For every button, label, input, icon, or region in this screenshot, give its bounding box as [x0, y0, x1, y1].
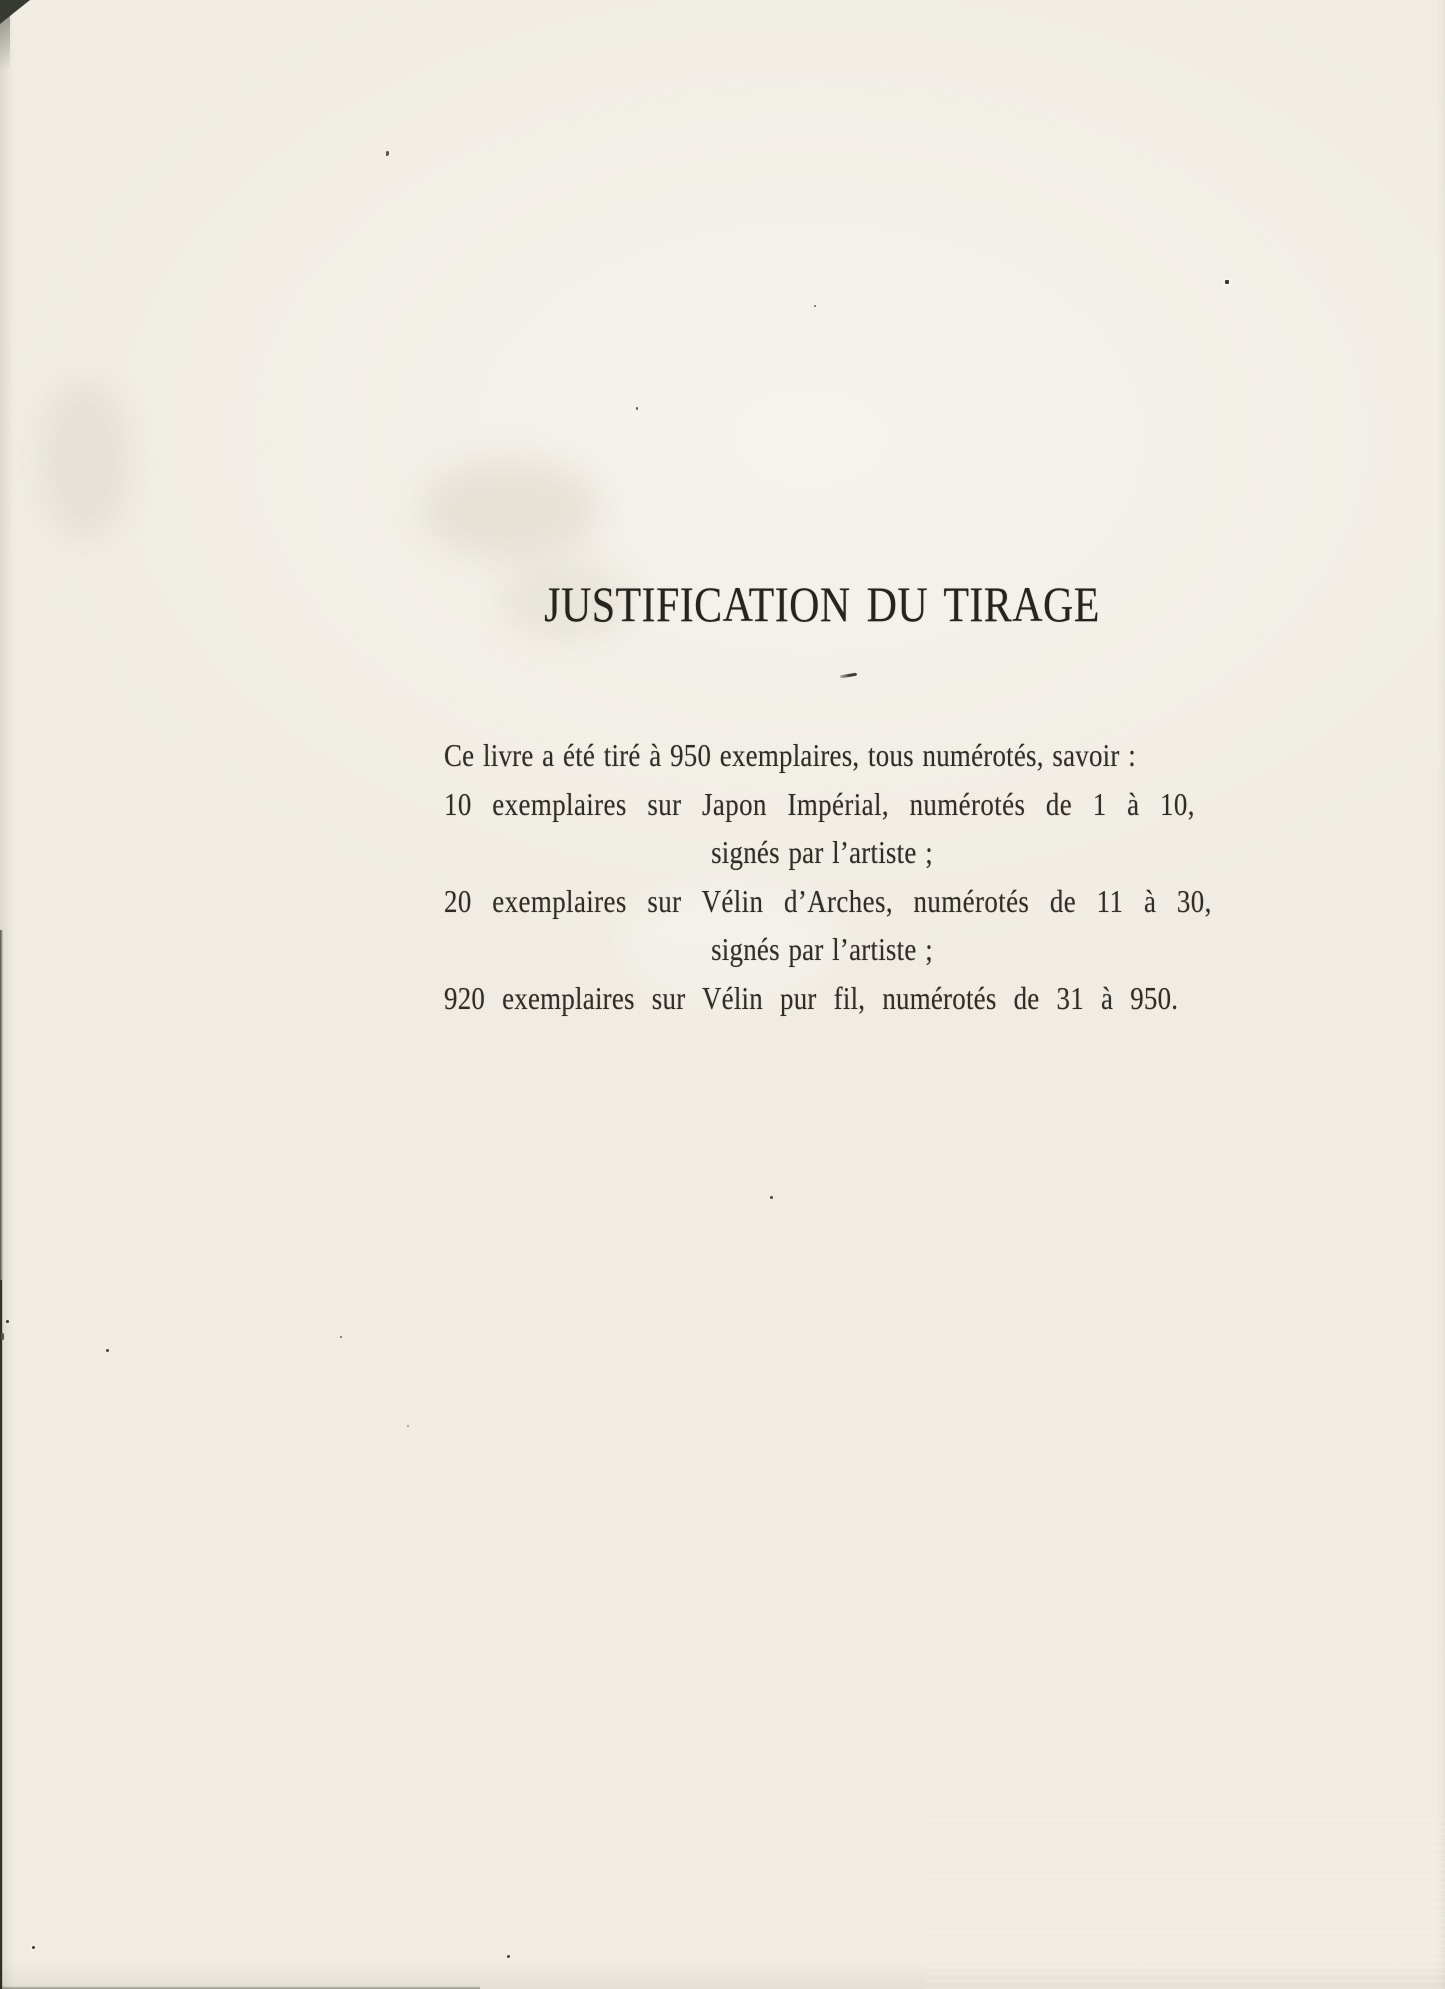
scan-edge-top-left-fade [0, 0, 10, 70]
colophon-line: signés par l’artiste ; [711, 834, 933, 871]
dust-speck [407, 1425, 409, 1427]
colophon-text [444, 731, 1212, 1023]
dust-speck [507, 1955, 510, 1958]
paper-texture-blob [40, 380, 130, 540]
dust-speck [6, 1320, 9, 1323]
dust-speck [1, 1333, 4, 1340]
dust-speck [106, 1349, 109, 1352]
dust-speck [386, 151, 389, 156]
scan-edge-left-dark [0, 1280, 2, 1989]
page-title: JUSTIFICATION DU TIRAGE [544, 576, 1100, 632]
dust-speck [636, 407, 638, 410]
colophon-line: signés par l’artiste ; [711, 931, 933, 968]
dust-speck [1225, 280, 1229, 284]
dust-speck [32, 1946, 35, 1949]
colophon-line: 10 exemplaires sur Japon Impérial, numérotés de 1 à 10, [444, 785, 1195, 822]
colophon [444, 0, 1212, 1989]
colophon-line: 20 exemplaires sur Vélin d’Arches, numérotés de 11 à 30, [444, 882, 1212, 919]
dust-speck [340, 1336, 342, 1338]
dust-speck [814, 305, 816, 307]
colophon-line: 920 exemplaires sur Vélin pur fil, numérotés de 31 à 950. [444, 979, 1179, 1016]
colophon-line: Ce livre a été tiré à 950 exemplaires, tous numérotés, savoir : [444, 737, 1136, 773]
dust-speck [770, 1196, 773, 1199]
